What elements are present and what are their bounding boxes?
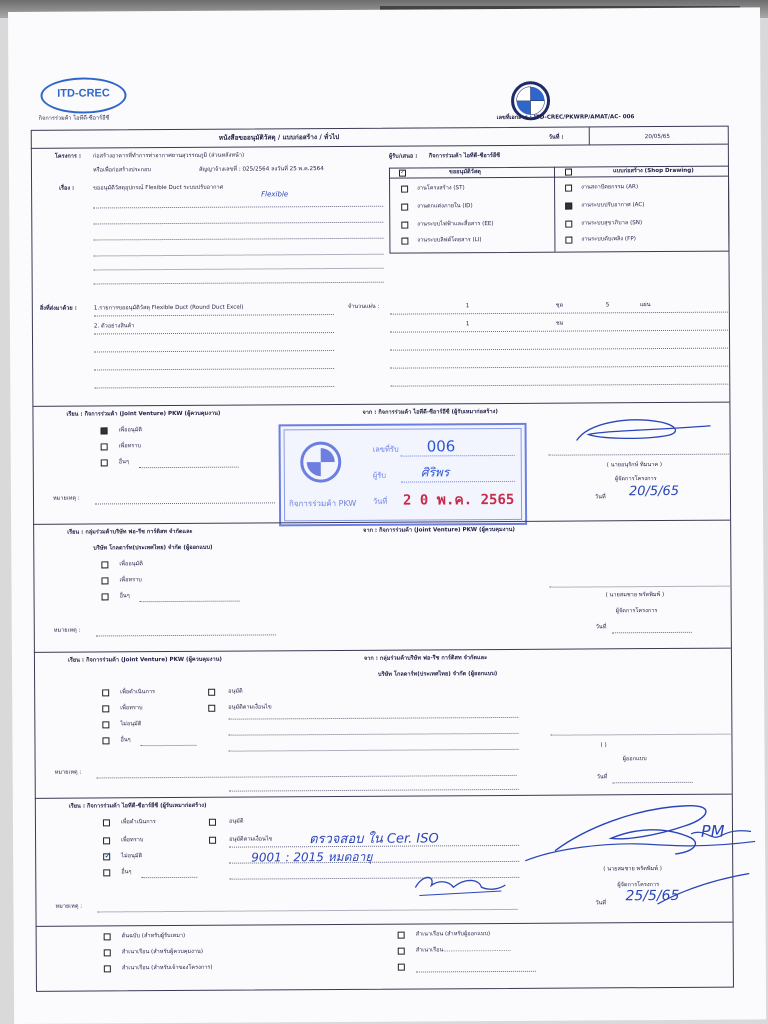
- section1-signature: [568, 412, 718, 449]
- category-label-ee: งานระบบไฟฟ้าและสื่อสาร (EE): [417, 221, 494, 228]
- subject-value: ขออนุมัติวัสดุอุปกรณ์ Flexible Duct ระบบปรับอากาศ: [93, 184, 224, 192]
- attachment-1-qty: 1: [465, 303, 470, 310]
- section3-option-approve-label: อนุมัติ: [228, 688, 243, 695]
- section1-remark-label: หมายเหตุ :: [52, 495, 80, 502]
- attachment-2-unit: ชม: [555, 320, 564, 327]
- section4-option-inform[interactable]: [103, 837, 110, 844]
- section4-option-reject[interactable]: ✓: [104, 851, 112, 862]
- stamp-pkw-logo-icon: [299, 440, 343, 484]
- receive-stamp: [279, 423, 528, 527]
- section2-option-other-label: อื่นๆ: [119, 593, 130, 600]
- category-header-checkbox-right[interactable]: [565, 169, 572, 176]
- section4-option-approve[interactable]: [209, 819, 216, 826]
- section1-option-approve-label: เพื่ออนุมัติ: [118, 427, 143, 434]
- category-label-sn: งานระบบสุขาภิบาล (SN): [581, 220, 643, 227]
- section2-to-line2: บริษัท โกลดาร์ท(ประเทศไทย) จำกัด (ผู้ออกแบบ): [93, 544, 213, 552]
- distribution-checkbox-4[interactable]: [398, 932, 405, 939]
- section3-signer-title: ผู้ออกแบบ: [622, 756, 647, 763]
- category-checkbox-ar[interactable]: [565, 185, 572, 192]
- category-label-li: งานระบบลิฟต์โดยสาร (LI): [417, 237, 482, 244]
- section3-to: เรียน : กิจการร่วมค้า (Joint Venture) PKW (ผู้ควบคุมงาน): [67, 656, 223, 664]
- section1-signer-name: ( นายอนุรักษ์ ทิมนาค ): [606, 462, 663, 469]
- category-header-left: ขออนุมัติวัสดุ: [448, 169, 481, 176]
- logo-left-text: ITD-CREC: [57, 87, 110, 100]
- company-left: กิจการร่วมค้า ไอทีดี-ซีอาร์อีซี: [38, 115, 110, 122]
- section2-option-approve[interactable]: [101, 561, 108, 568]
- stamp-company: กิจการร่วมค้า PKW: [288, 498, 357, 509]
- form-title: หนังสือขออนุมัติวัสดุ / แบบก่อสร้าง / ทั่วไป: [218, 132, 340, 142]
- attachment-2-text: 2. ตัวอย่างสินค้า: [93, 323, 135, 330]
- category-checkbox-fp[interactable]: [565, 237, 572, 244]
- distribution-left-1: ต้นฉบับ (สำหรับผู้รับเหมา): [121, 932, 186, 940]
- stamp-no-label: เลขที่รับ: [372, 444, 399, 454]
- category-label-fp: งานระบบดับเพลิง (FP): [581, 236, 636, 243]
- category-header-right: แบบก่อสร้าง (Shop Drawing): [612, 167, 694, 175]
- itd-crec-logo: [40, 77, 126, 114]
- attachment-1-qty-label: จำนวนแผ่น :: [347, 303, 380, 310]
- section3-option-proceed[interactable]: [102, 689, 109, 696]
- section3-option-approve[interactable]: [208, 689, 215, 696]
- category-header-checkbox-left[interactable]: ✓: [400, 169, 405, 176]
- distribution-right-2: สำเนาเรือน......................................: [415, 946, 511, 954]
- attachment-1-pages: 5: [605, 302, 610, 309]
- attachment-2-qty: 1: [465, 321, 470, 328]
- section4-option-other-label: อื่นๆ: [121, 869, 132, 876]
- category-checkbox-li[interactable]: [401, 238, 408, 245]
- section3-option-conditional[interactable]: [208, 705, 215, 712]
- distribution-left-2: สำเนาเรือน (สำหรับผู้ควบคุมงาน): [121, 948, 204, 956]
- distribution-left-3: สำเนาเรือน (สำหรับเจ้าของโครงการ): [121, 964, 213, 972]
- section2-option-inform-label: เพื่อทราบ: [119, 577, 142, 584]
- section1-from: จาก : กิจการร่วมค้า ไอทีดี-ซีอาร์อีซี (ผู้รับเหมาก่อสร้าง): [362, 409, 498, 416]
- distribution-checkbox-6[interactable]: [398, 964, 405, 971]
- section4-option-inform-label: เพื่อทราบ: [121, 837, 144, 844]
- section3-option-reject[interactable]: [102, 721, 109, 728]
- section4-pm-handwritten: PM: [700, 821, 725, 841]
- section1-date-handwritten: 20/5/65: [628, 483, 680, 500]
- section3-date-label: วันที่: [596, 774, 608, 781]
- category-checkbox-sn[interactable]: [565, 221, 572, 228]
- section2-signer-title: ผู้จัดการโครงการ: [615, 608, 658, 615]
- section4-to: เรียน : กิจการร่วมค้า ไอทีดี-ซีอาร์อีซี (ผู้รับเหมาก่อสร้าง): [68, 802, 207, 810]
- date-label: วันที่ :: [548, 134, 564, 141]
- stamp-no-value: 006: [426, 437, 456, 456]
- section3-option-other[interactable]: [102, 737, 109, 744]
- distribution-checkbox-2[interactable]: [104, 949, 111, 956]
- section2-to: เรียน : กลุ่มร่วมค้าบริษัท ฟอ-รีช การ์ดิสท จำกัดและ: [67, 528, 193, 536]
- section4-option-conditional-label: อนุมัติตามเงื่อนไข: [229, 836, 273, 843]
- to-label: ผู้รับ/เสนอ :: [388, 153, 418, 160]
- attachments-label: สิ่งที่ส่งมาด้วย :: [39, 305, 77, 312]
- subject-handwritten-note: Flexible: [261, 190, 289, 199]
- section3-from-line2: บริษัท โกลดาร์ท(ประเทศไทย) จำกัด (ผู้ออกแบบ): [378, 671, 498, 678]
- attachment-1-text: 1.รายการขออนุมัติวัสดุ Flexible Duct (Round Duct Excel): [93, 304, 244, 312]
- section4-date-handwritten: 25/5/65: [625, 887, 680, 905]
- attachment-1-unit: ชุด: [555, 302, 564, 309]
- section1-option-other-label: อื่นๆ: [118, 459, 129, 466]
- section3-signer-name: ( ): [600, 742, 607, 749]
- section4-date-label: วันที่: [595, 900, 607, 907]
- section3-option-reject-label: ไม่อนุมัติ: [120, 721, 142, 728]
- date-value: 20/05/65: [644, 133, 670, 141]
- section1-to: เรียน : กิจการร่วมค้า (Joint Venture) PKW (ผู้ควบคุมงาน): [66, 410, 221, 418]
- section1-option-inform[interactable]: [101, 443, 108, 450]
- project-value: ก่อสร้างอาคารที่ทำการท่าอากาศยานสุวรรณภูมิ (ส่วนหลังหน้า): [92, 152, 245, 160]
- section4-handwritten-line-2: 9001 : 2015 หมดอายุ: [251, 849, 373, 865]
- category-label-ar: งานสถาปัตยกรรม (AR): [581, 184, 639, 191]
- category-checkbox-st[interactable]: [401, 186, 408, 193]
- stamp-date-value: 2 0 พ.ค. 2565: [402, 491, 515, 509]
- document-page: [8, 7, 766, 1024]
- to-value: กิจการร่วมค้า ไอทีดี-ซีอาร์อีซี: [428, 152, 501, 160]
- category-label-st: งานโครงสร้าง (ST): [417, 185, 465, 192]
- section2-from: จาก : กิจการร่วมค้า (Joint Venture) PKW (ผู้ควบคุมงาน): [363, 526, 516, 534]
- distribution-checkbox-1[interactable]: [104, 933, 111, 940]
- distribution-right-1: สำเนาเรือน (สำหรับผู้ออกแบบ): [415, 931, 491, 938]
- section3-remark-label: หมายเหตุ :: [54, 769, 82, 776]
- category-checkbox-ee[interactable]: [401, 222, 408, 229]
- category-label-id: งานตกแต่งภายใน (ID): [417, 203, 473, 210]
- section1-signer-title: ผู้จัดการโครงการ: [614, 476, 657, 483]
- category-label-ac: งานระบบปรับอากาศ (AC): [581, 202, 645, 209]
- section2-option-inform[interactable]: [101, 577, 108, 584]
- section2-signer-name: ( นายสมชาย พรัดพิมพ์ ): [605, 592, 665, 599]
- project-label: โครงการ :: [54, 153, 82, 160]
- section2-date-label: วันที่: [595, 624, 607, 631]
- subject-label: เรื่อง :: [59, 185, 75, 192]
- section2-option-approve-label: เพื่ออนุมัติ: [119, 561, 143, 568]
- section4-option-reject-label: ไม่อนุมัติ: [121, 853, 143, 860]
- distribution-checkbox-5[interactable]: [398, 948, 405, 955]
- doc-number: เลขที่เอกสาร : ITD-CREC/PKWRP/AMAT/AC- 006: [496, 114, 635, 122]
- contract-number: สัญญาจ้างเลขที่ : 025/2564 ลงวันที่ 25 พ.ค.2564: [198, 166, 324, 173]
- section1-option-approve[interactable]: [101, 427, 108, 434]
- section3-option-proceed-label: เพื่อดำเนินการ: [120, 689, 156, 696]
- section1-date-label: วันที่: [594, 494, 606, 501]
- section4-option-proceed[interactable]: [103, 819, 110, 826]
- section4-option-proceed-label: เพื่อดำเนินการ: [120, 819, 156, 826]
- section3-option-inform-label: เพื่อทราบ: [120, 705, 143, 712]
- attachment-1-pages-unit: แผ่น: [639, 302, 651, 309]
- section4-signer-title: ผู้จัดการโครงการ: [617, 882, 660, 889]
- section4-option-approve-label: อนุมัติ: [228, 818, 244, 825]
- stamp-receiver-value: ศิริพร: [420, 465, 450, 480]
- section4-option-conditional[interactable]: [209, 837, 216, 844]
- contract-label: หรือเพื่อก่อสร้างประกอบ: [92, 167, 151, 174]
- stamp-receiver-label: ผู้รับ: [372, 470, 387, 480]
- section4-date-flourish: [653, 869, 753, 910]
- section3-from: จาก : กลุ่มร่วมค้าบริษัท ฟอ-รีช การ์ดิสท จำกัดและ: [363, 655, 488, 662]
- date-divider: [589, 126, 590, 144]
- section2-remark-label: หมายเหตุ :: [53, 627, 81, 634]
- category-checkbox-ac[interactable]: [565, 203, 572, 210]
- section4-option-other[interactable]: [103, 869, 110, 876]
- section1-option-other[interactable]: [101, 459, 108, 466]
- section4-handwritten-line-1: ตรวจสอบ ใน Cer. ISO: [309, 831, 439, 848]
- category-checkbox-id[interactable]: [401, 204, 408, 211]
- section4-signer-name: ( นายสมชาย พรัดพิมพ์ ): [603, 866, 662, 873]
- section3-option-other-label: อื่นๆ: [120, 737, 131, 744]
- section4-remark-label: หมายเหตุ :: [55, 903, 83, 910]
- section3-option-conditional-label: อนุมัติตามเงื่อนไข: [228, 704, 272, 711]
- stamp-date-label: วันที่: [372, 496, 388, 506]
- distribution-checkbox-3[interactable]: [104, 965, 111, 972]
- section4-initials-signature: [409, 869, 509, 900]
- section2-option-other[interactable]: [102, 593, 109, 600]
- section1-option-inform-label: เพื่อทราบ: [118, 443, 142, 450]
- section3-option-inform[interactable]: [102, 705, 109, 712]
